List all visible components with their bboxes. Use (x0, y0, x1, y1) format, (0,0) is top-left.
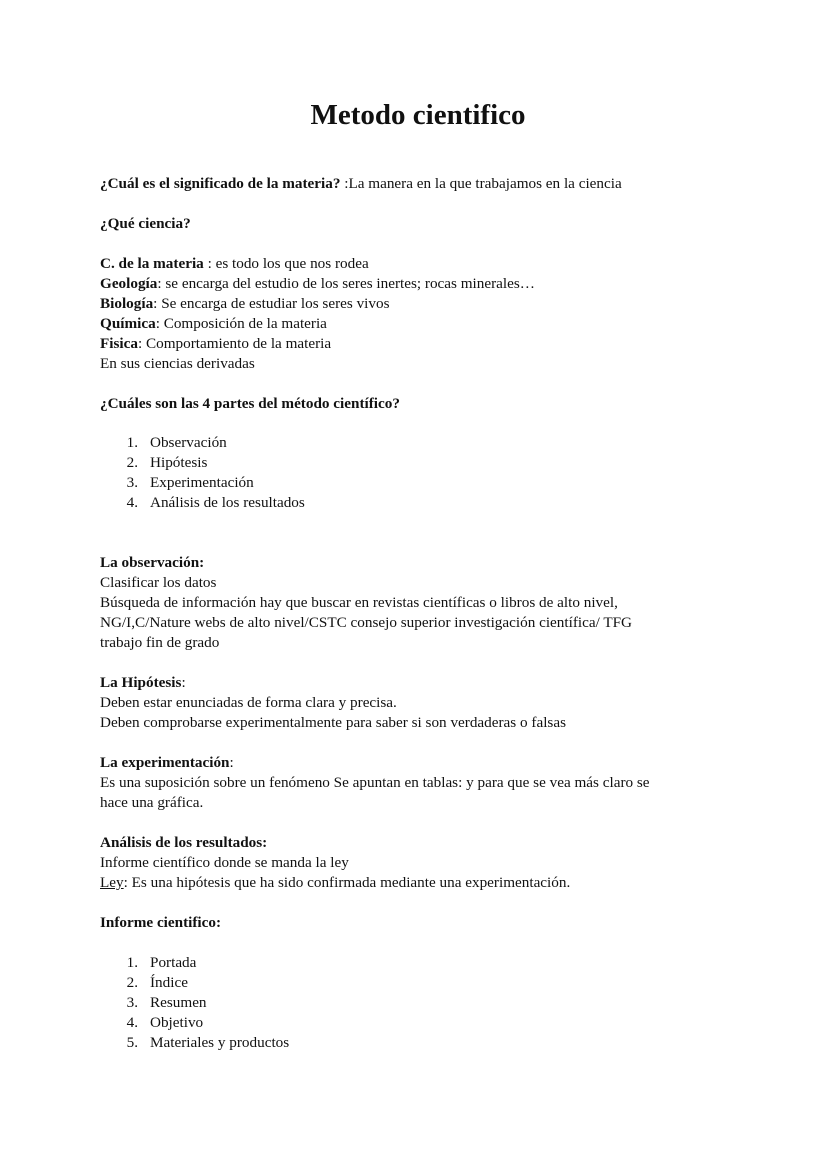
page-title: Metodo cientifico (310, 99, 526, 131)
question-materia (100, 174, 622, 194)
section-heading-hipotesis: La Hipótesis: (100, 674, 186, 691)
observacion-line: Clasificar los datos (100, 574, 217, 591)
science-derived: En sus ciencias derivadas (100, 355, 255, 372)
question-text: ¿Cuál es el significado de la materia? (100, 175, 341, 192)
section-heading-observacion: La observación: (100, 554, 205, 571)
observacion-line: trabajo fin de grado (100, 634, 220, 651)
observacion-line: NG/I,C/Nature webs de alto nivel/CSTC consejo superior investigación científica/ TFG (100, 614, 633, 631)
experimentacion-line: hace una gráfica. (100, 794, 204, 811)
ley-definition: Ley: Es una hipótesis que ha sido confirmada mediante una experimentación. (100, 874, 571, 891)
question-partes: ¿Cuáles son las 4 partes del método científico? (100, 395, 400, 412)
section-heading-informe: Informe cientifico: (100, 914, 222, 931)
science-geologia: Geología: se encarga del estudio de los seres inertes; rocas minerales… (100, 275, 535, 292)
analisis-line: Informe científico donde se manda la ley (100, 854, 349, 871)
question-ciencia: ¿Qué ciencia? (100, 215, 191, 232)
hipotesis-line: Deben comprobarse experimentalmente para saber si son verdaderas o falsas (100, 714, 566, 731)
experimentacion-line: Es una suposición sobre un fenómeno Se apuntan en tablas: y para que se vea más claro se (100, 774, 650, 791)
science-materia: C. de la materia : es todo los que nos rodea (100, 255, 369, 272)
observacion-line: Búsqueda de información hay que buscar en revistas científicas o libros de alto nivel, (100, 594, 618, 611)
science-biologia: Biología: Se encarga de estudiar los seres vivos (100, 295, 390, 312)
hipotesis-line: Deben estar enunciadas de forma clara y precisa. (100, 694, 397, 711)
answer-text: :La manera en la que trabajamos en la ciencia (340, 175, 622, 192)
science-quimica: Química: Composición de la materia (100, 315, 327, 332)
section-heading-experimentacion: La experimentación: (100, 754, 234, 771)
section-heading-analisis: Análisis de los resultados: (100, 834, 268, 851)
science-fisica: Fisica: Comportamiento de la materia (100, 335, 332, 352)
